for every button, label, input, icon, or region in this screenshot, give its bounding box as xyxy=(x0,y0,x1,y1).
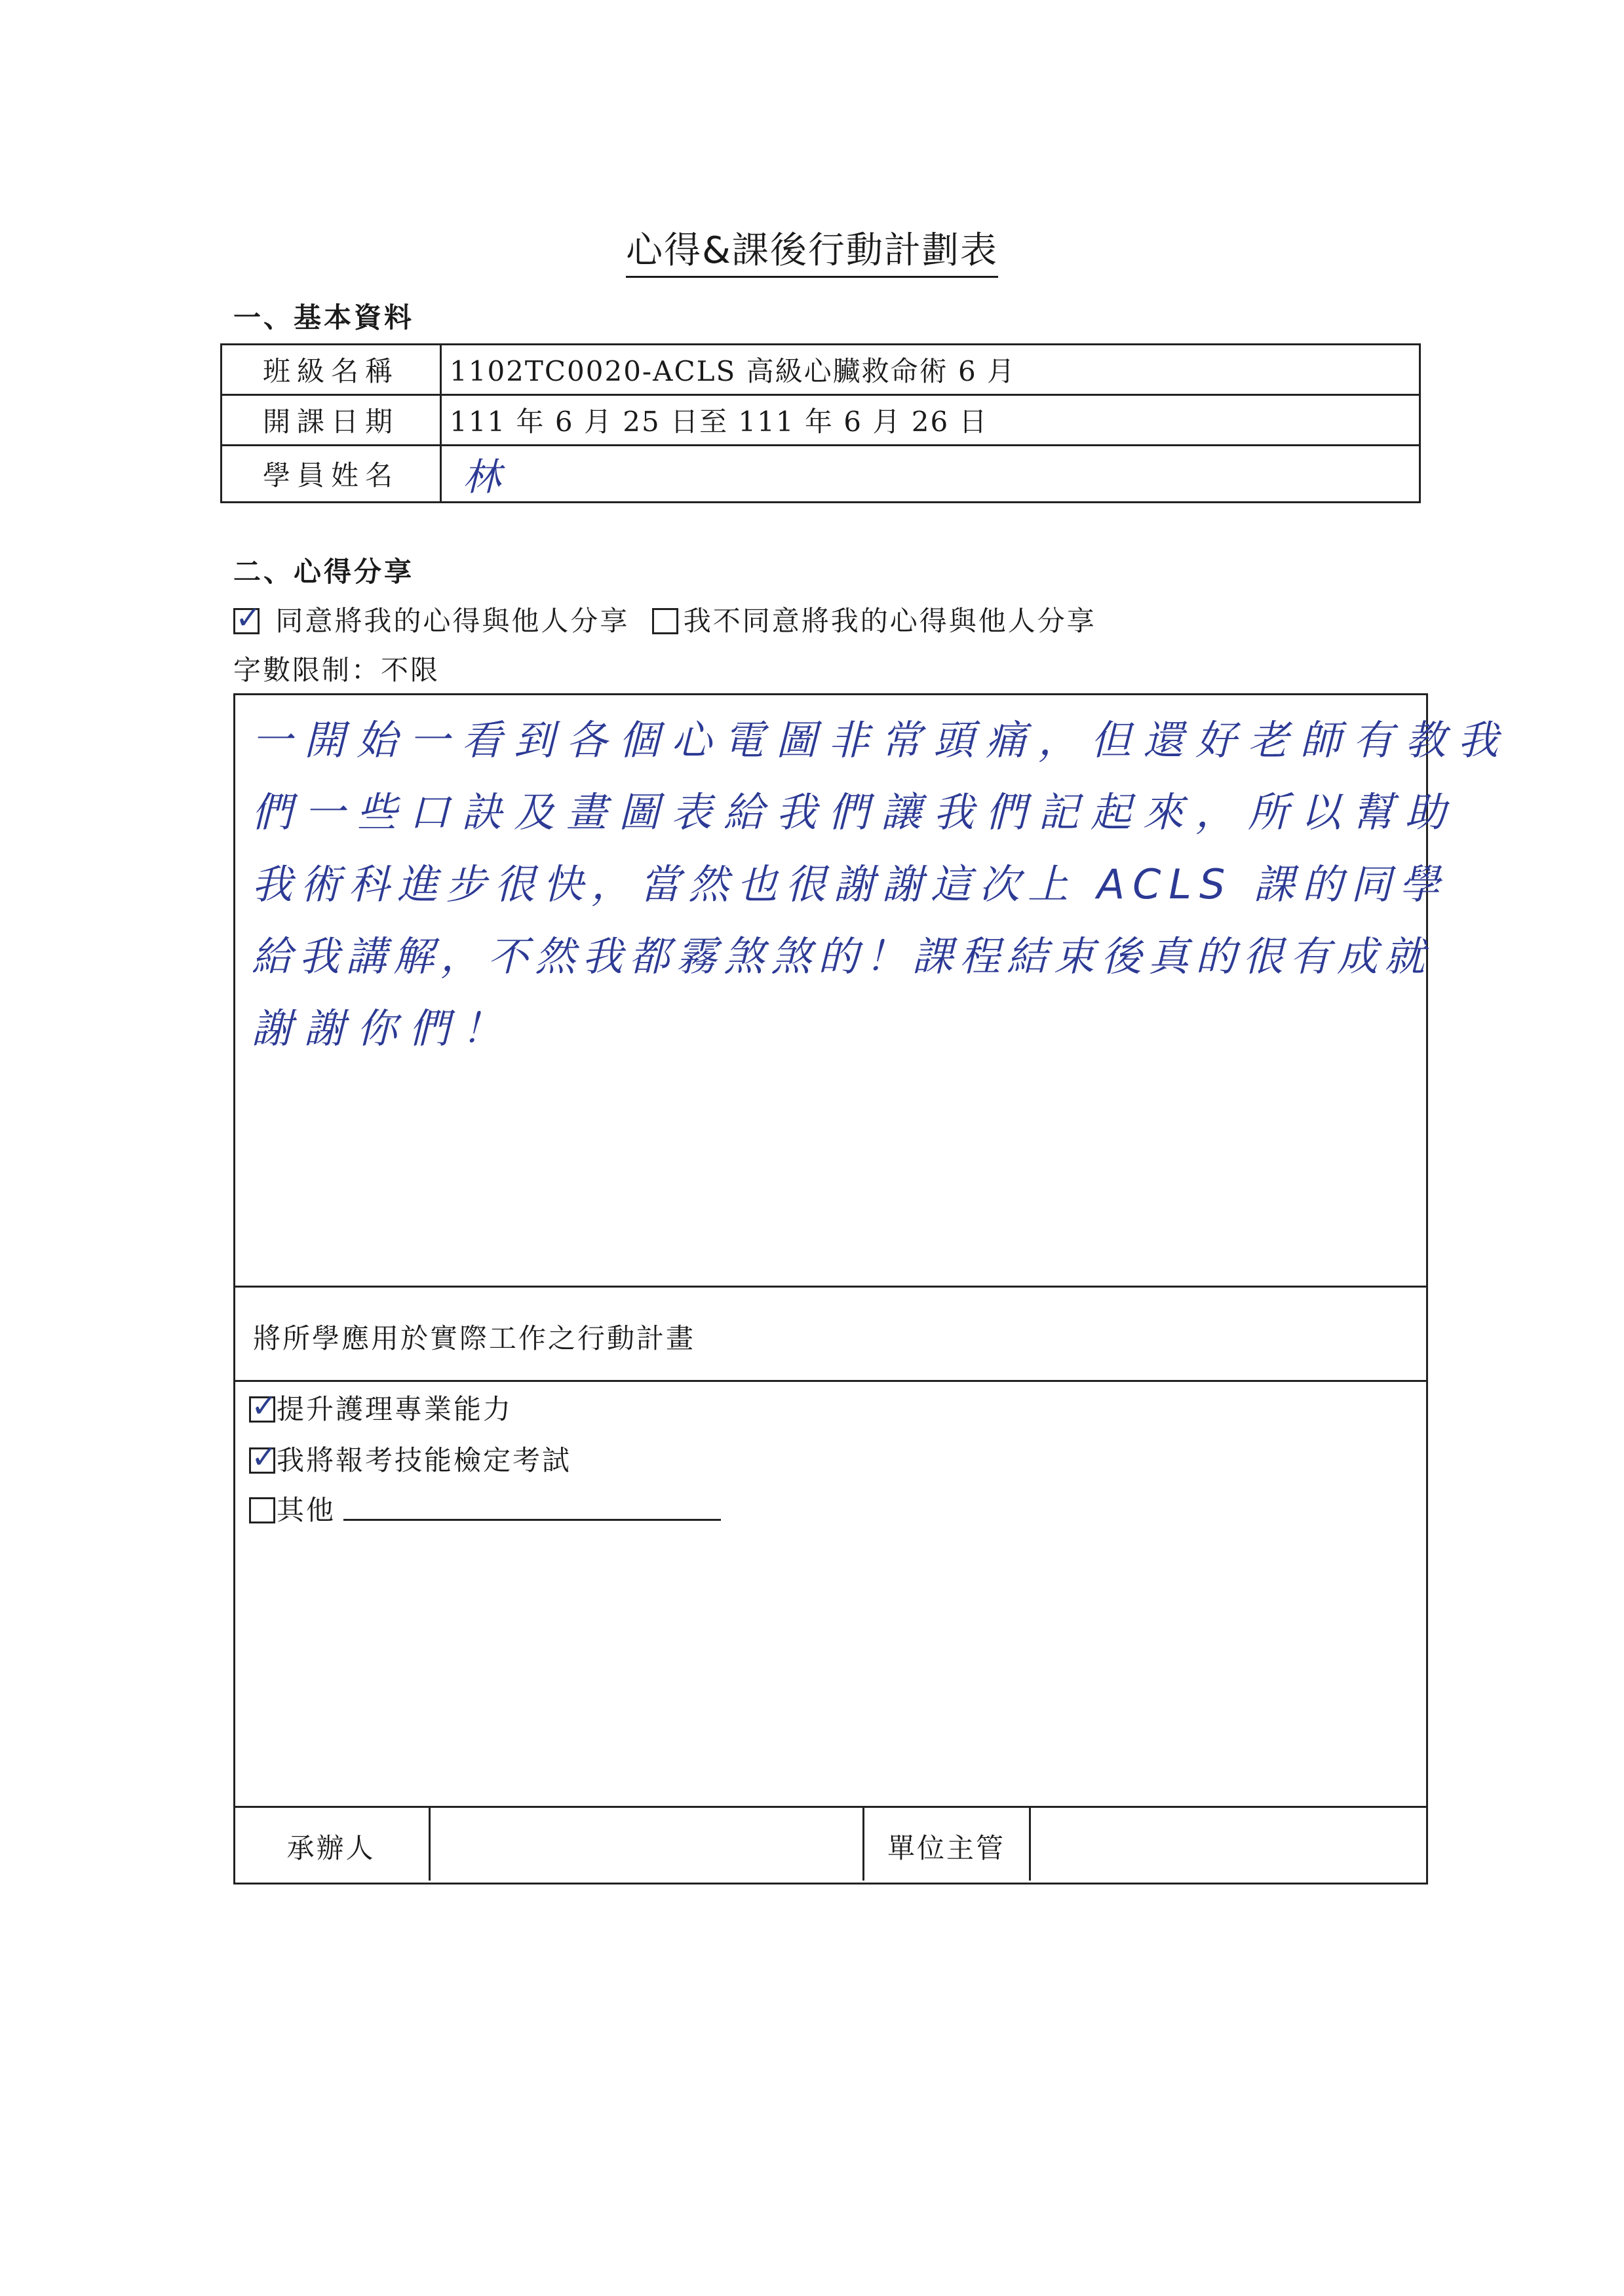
supervisor-label: 單位主管 xyxy=(887,1832,1005,1864)
other-checkbox[interactable] xyxy=(249,1497,275,1523)
table-row xyxy=(222,345,1420,395)
option-skill-exam xyxy=(249,1439,571,1478)
supervisor-signature-field[interactable] xyxy=(1032,1808,1423,1879)
option-label: 其他 xyxy=(277,1494,336,1526)
option-label: 我將報考技能檢定考試 xyxy=(277,1444,572,1476)
handwritten-line: 一開始一看到各個心電圖非常頭痛，但還好老師有教我 xyxy=(252,716,1511,764)
check-mark-icon: ✓ xyxy=(251,1439,280,1476)
skill-exam-checkbox[interactable] xyxy=(249,1439,280,1476)
check-mark-icon: ✓ xyxy=(251,1388,280,1425)
handler-label: 承辦人 xyxy=(286,1832,376,1864)
divider xyxy=(429,1806,431,1881)
table-row xyxy=(222,395,1420,446)
improve-nursing-checkbox[interactable] xyxy=(249,1388,280,1425)
handler-signature-field[interactable] xyxy=(431,1808,861,1879)
course-date-label: 開課日期 xyxy=(222,395,441,446)
option-improve-nursing xyxy=(249,1388,512,1427)
sharing-heading: 二、心得分享 xyxy=(233,556,415,588)
basic-info-table xyxy=(220,343,1421,503)
student-name-handwriting: 林 xyxy=(463,455,501,499)
action-plan-heading: 將所學應用於實際工作之行動計畫 xyxy=(253,1322,696,1354)
disagree-checkbox[interactable] xyxy=(652,608,678,634)
handwritten-line: 給我講解，不然我都霧煞煞的！課程結束後真的很有成就 xyxy=(252,932,1432,980)
agree-checkbox[interactable] xyxy=(233,600,264,636)
reflection-text-area[interactable] xyxy=(245,701,1511,1278)
handwritten-line: 們一些口訣及畫圖表給我們讓我們記起來，所以幫助 xyxy=(252,788,1458,836)
option-other xyxy=(249,1489,336,1528)
table-row xyxy=(222,446,1420,503)
divider xyxy=(1029,1806,1031,1881)
share-consent-row xyxy=(233,600,1096,639)
student-name-label: 學員姓名 xyxy=(222,446,441,503)
course-date-value[interactable]: 111 年 6 月 25 日至 111 年 6 月 26 日 xyxy=(441,395,1420,446)
student-name-value[interactable] xyxy=(441,446,1420,503)
divider xyxy=(233,1286,1426,1288)
form-title xyxy=(0,221,1624,274)
disagree-label: 我不同意將我的心得與他人分享 xyxy=(683,605,1096,637)
handwritten-line: 謝謝你們！ xyxy=(252,1004,514,1052)
class-name-label: 班級名稱 xyxy=(222,345,441,395)
form-title-text: 心得&課後行動計劃表 xyxy=(626,229,998,278)
agree-label: 同意將我的心得與他人分享 xyxy=(275,605,630,637)
option-label: 提升護理專業能力 xyxy=(277,1393,513,1425)
check-mark-icon: ✓ xyxy=(235,600,264,636)
class-name-value[interactable]: 1102TC0020-ACLS 高級心臟救命術 6 月 xyxy=(441,345,1420,395)
basic-info-heading: 一、基本資料 xyxy=(233,301,415,334)
other-input-line[interactable] xyxy=(343,1519,721,1521)
handwritten-line: 我術科進步很快，當然也很謝謝這次上 ACLS 課的同學 xyxy=(252,860,1448,908)
word-limit-text: 字數限制：不限 xyxy=(233,654,440,686)
divider xyxy=(233,1806,1426,1808)
divider xyxy=(233,1380,1426,1382)
